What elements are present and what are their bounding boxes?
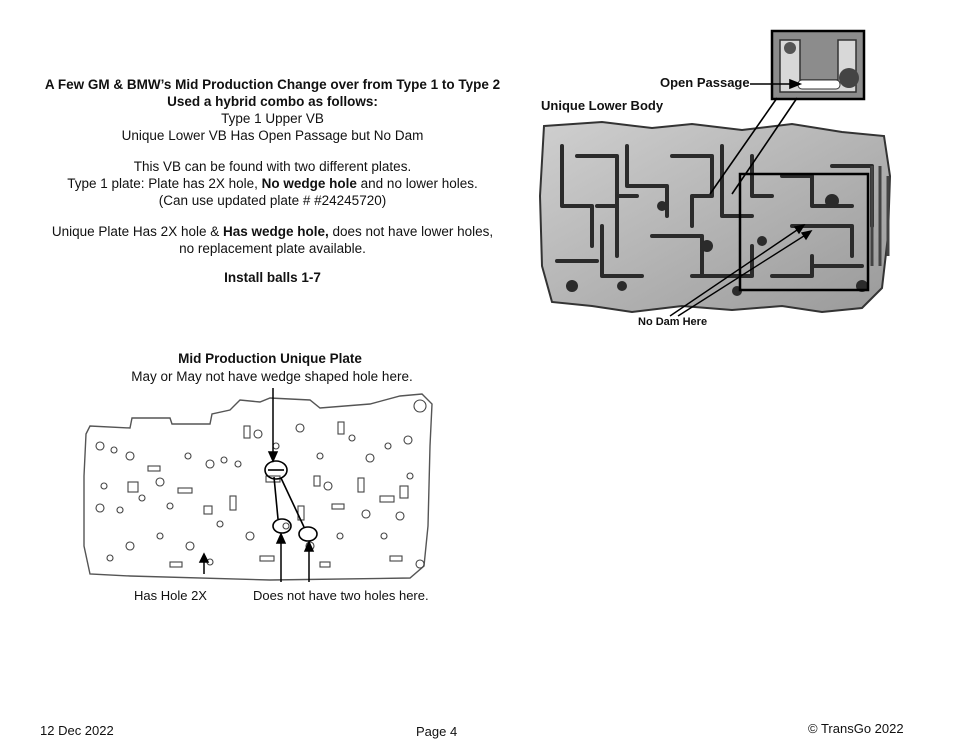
unique-line1-bold: Has wedge hole, (222, 224, 329, 239)
footer-copyright: © TransGo 2022 (808, 721, 904, 736)
intro-lower-vb: Unique Lower VB Has Open Passage but No Dam (121, 128, 424, 143)
unique-line2: no replacement plate available. (179, 241, 366, 256)
open-passage-inset (772, 31, 864, 99)
plates-line3: (Can use updated plate # #24245720) (158, 193, 387, 208)
footer-page-number: Page 4 (416, 724, 458, 739)
plates-line1: This VB can be found with two different plates. (133, 159, 412, 174)
valve-body-figure (532, 26, 902, 336)
label-open-passage: Open Passage (660, 75, 750, 90)
plates-line2 (40, 175, 505, 192)
plates-line2-bold: No wedge hole (261, 176, 357, 191)
intro-title-line2: Used a hybrid combo as follows: (167, 94, 378, 109)
plates-line2-b: and no lower holes. (356, 176, 478, 191)
separator-plate-drawing (70, 386, 470, 582)
label-unique-lower-body: Unique Lower Body (541, 98, 664, 113)
intro-upper-vb: Type 1 Upper VB (221, 111, 324, 126)
plates-line2-a: Type 1 plate: Plate has 2X hole, (67, 176, 262, 191)
valve-body-photo (532, 26, 902, 336)
intro-title-line1: A Few GM & BMW’s Mid Production Change over from Type 1 to Type 2 (44, 77, 501, 92)
unique-line1-b: does not have lower holes, (328, 224, 494, 239)
unique-line1 (40, 223, 505, 240)
text-block (40, 76, 505, 286)
label-no-two-holes: Does not have two holes here. (253, 588, 429, 603)
footer-date: 12 Dec 2022 (40, 723, 114, 738)
plate-figure (70, 348, 470, 610)
plate-title: Mid Production Unique Plate (178, 351, 362, 366)
install-balls: Install balls 1-7 (224, 270, 321, 285)
label-no-dam-here: No Dam Here (638, 316, 708, 328)
lower-body-casting (540, 122, 890, 312)
unique-line1-a: Unique Plate Has 2X hole & (51, 224, 223, 239)
plate-subtitle: May or May not have wedge shaped hole here. (131, 369, 413, 384)
label-has-hole-2x: Has Hole 2X (134, 588, 207, 603)
